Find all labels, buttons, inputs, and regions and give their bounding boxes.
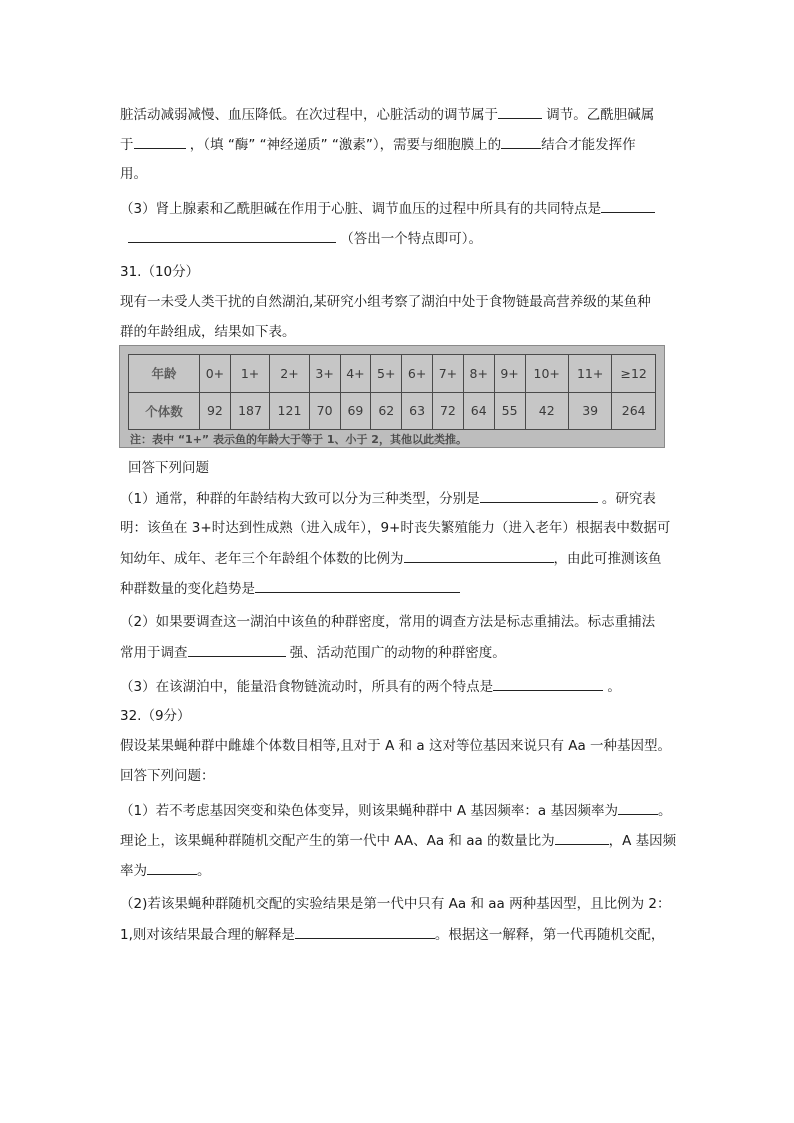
text-segment: 知幼年、成年、老年三个年龄组个体数的比例为 (120, 551, 404, 567)
text-segment: 强、活动范围广的动物的种群密度。 (285, 645, 506, 661)
text-line (120, 676, 621, 697)
text-line (120, 924, 664, 945)
text-segment: 。研究表 (597, 491, 656, 507)
answer-blank[interactable] (128, 228, 336, 243)
answer-blank[interactable] (601, 198, 655, 213)
text-segment: 1,则对该结果最合理的解释是 (120, 927, 295, 943)
text-line (128, 228, 482, 249)
text-segment: ，（填 “酶” “神经递质” “激素”），需要与细胞膜上的 (185, 137, 502, 153)
table-cell-count: 121 (270, 392, 309, 430)
text-line: 群的年龄组成，结果如下表。 (120, 324, 296, 340)
text-segment: 率为 (120, 863, 147, 879)
text-line (120, 104, 654, 125)
text-line (120, 830, 676, 851)
table-cell-age: 11+ (568, 355, 611, 393)
text-segment: ，由此可推测该鱼 (553, 551, 662, 567)
text-line (120, 488, 656, 509)
age-table (128, 354, 656, 430)
text-segment: 种群数量的变化趋势是 (120, 581, 255, 597)
table-cell-count: 64 (463, 392, 494, 430)
text-line: 明：该鱼在 3+时达到性成熟（进入成年），9+时丧失繁殖能力（进入老年）根据表中数据可 (120, 520, 671, 536)
text-line: 假设某果蝇种群中雌雄个体数目相等,且对于 A 和 a 这对等位基因来说只有 Aa 一种基因型。 (120, 738, 672, 754)
table-cell-count: 42 (525, 392, 568, 430)
answer-blank[interactable] (188, 642, 286, 657)
text-segment: 。 (197, 863, 211, 879)
answer-blank[interactable] (147, 860, 197, 875)
table-note: 注：表中 “1+” 表示鱼的年龄大于等于 1、小于 2，其他以此类推。 (130, 433, 467, 446)
table-cell-count: 55 (494, 392, 525, 430)
answer-blank[interactable] (255, 578, 460, 593)
table-header-age: 年龄 (129, 355, 200, 393)
text-line (120, 198, 655, 219)
table-cell-count: 69 (340, 392, 371, 430)
text-segment: 常用于调查 (120, 645, 188, 661)
answer-blank[interactable] (295, 924, 435, 939)
text-line: 用。 (120, 166, 147, 182)
table-cell-age: 1+ (230, 355, 269, 393)
text-line: （2)若该果蝇种群随机交配的实验结果是第一代中只有 Aa 和 aa 两种基因型，且比例为 2： (120, 896, 671, 912)
text-line (120, 800, 671, 821)
table-cell-age: 3+ (309, 355, 340, 393)
text-segment: 调节。乙酰胆碱属 (542, 107, 655, 123)
answer-blank[interactable] (498, 104, 542, 119)
table-row-count (129, 392, 656, 430)
answer-blank[interactable] (404, 548, 554, 563)
answer-blank[interactable] (134, 134, 186, 149)
table-cell-count: 72 (433, 392, 464, 430)
text-line (120, 578, 460, 599)
text-line (120, 548, 662, 569)
question-number: 32.（9分） (120, 708, 191, 724)
table-cell-count: 92 (200, 392, 231, 430)
answer-blank[interactable] (493, 676, 603, 691)
text-segment: （1）通常，种群的年龄结构大致可以分为三种类型，分别是 (120, 491, 480, 507)
question-number: 31.（10分） (120, 264, 200, 280)
table-cell-age: 8+ (463, 355, 494, 393)
text-segment: （答出一个特点即可）。 (336, 231, 483, 247)
text-segment: （1）若不考虑基因突变和染色体变异，则该果蝇种群中 A 基因频率：a 基因频率为 (120, 803, 618, 819)
age-table-scan (119, 345, 665, 448)
table-cell-age: 6+ (402, 355, 433, 393)
table-cell-count: 264 (612, 392, 656, 430)
table-cell-count: 39 (568, 392, 611, 430)
table-cell-count: 187 (230, 392, 269, 430)
text-segment: （3）在该湖泊中，能量沿食物链流动时，所具有的两个特点是 (120, 679, 494, 695)
text-line (120, 642, 506, 663)
table-cell-age: 4+ (340, 355, 371, 393)
text-segment: （3）肾上腺素和乙酰胆碱在作用于心脏、调节血压的过程中所具有的共同特点是 (120, 201, 602, 217)
table-cell-age: ≥12 (612, 355, 656, 393)
text-segment: 理论上，该果蝇种群随机交配产生的第一代中 AA、Aa 和 aa 的数量比为 (120, 833, 555, 849)
text-segment: 脏活动减弱减慢、血压降低。在次过程中，心脏活动的调节属于 (120, 107, 498, 123)
text-segment: 结合才能发挥作 (541, 137, 636, 153)
table-cell-count: 63 (402, 392, 433, 430)
text-line: 回答下列问题 (128, 460, 209, 476)
table-cell-age: 5+ (371, 355, 402, 393)
table-cell-age: 2+ (270, 355, 309, 393)
text-segment: 于 (120, 137, 134, 153)
table-cell-count: 70 (309, 392, 340, 430)
table-cell-age: 9+ (494, 355, 525, 393)
answer-blank[interactable] (618, 800, 658, 815)
text-segment: ，A 基因频 (608, 833, 677, 849)
answer-blank[interactable] (480, 488, 598, 503)
table-cell-age: 10+ (525, 355, 568, 393)
table-header-count: 个体数 (129, 392, 200, 430)
table-cell-count: 62 (371, 392, 402, 430)
text-segment: 。 (657, 803, 672, 819)
table-row-age (129, 355, 656, 393)
table-cell-age: 0+ (200, 355, 231, 393)
answer-blank[interactable] (555, 830, 609, 845)
text-line (120, 860, 211, 881)
answer-blank[interactable] (501, 134, 541, 149)
text-line (120, 134, 636, 155)
text-segment: 。根据这一解释，第一代再随机交配， (434, 927, 665, 943)
text-segment: 。 (603, 679, 621, 695)
table-cell-age: 7+ (433, 355, 464, 393)
text-line: 现有一未受人类干扰的自然湖泊,某研究小组考察了湖泊中处于食物链最高营养级的某鱼种 (120, 294, 651, 310)
text-line: 回答下列问题： (120, 768, 215, 784)
text-line: （2）如果要调查这一湖泊中该鱼的种群密度，常用的调查方法是标志重捕法。标志重捕法 (120, 614, 656, 630)
